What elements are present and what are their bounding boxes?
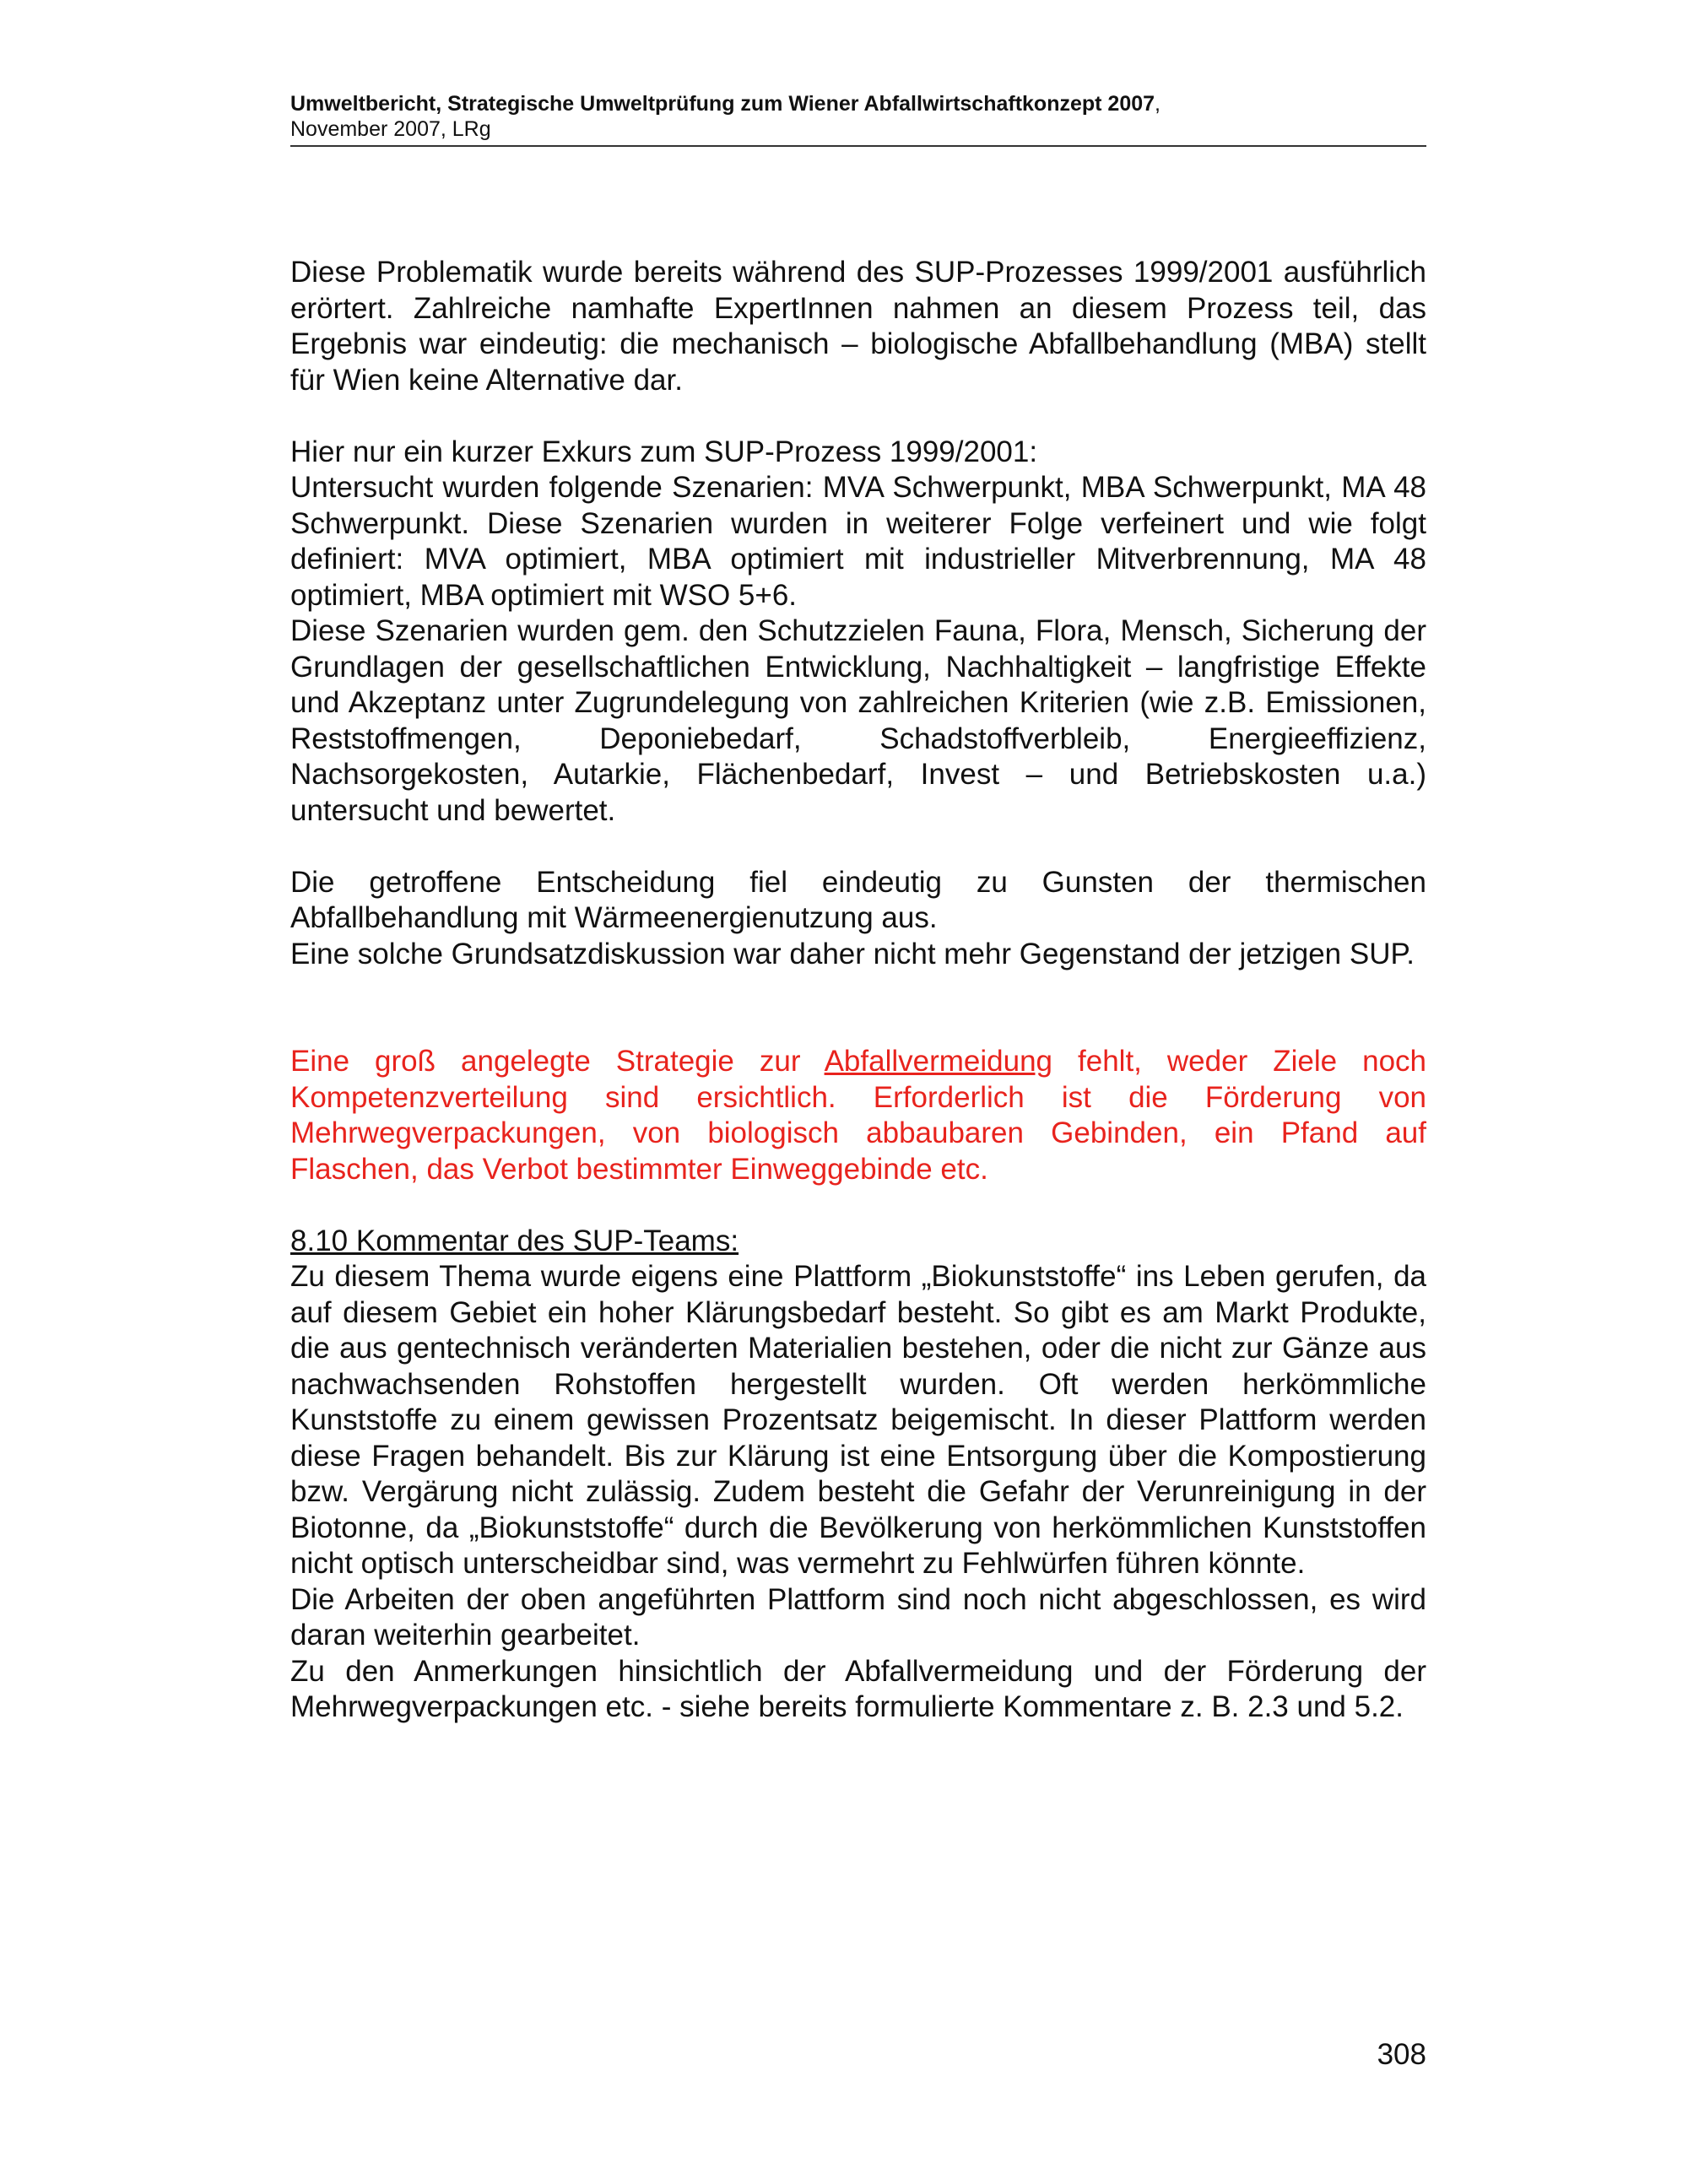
paragraph-szenarien: Untersucht wurden folgende Szenarien: MVA Schwerpunkt, MBA Schwerpunkt, MA 48 Schwerpunkt. Diese Szenarien wurden in weiterer Folge verfeinert und wie folgt definiert: MVA optimiert, MBA optimiert mit industrieller Mitverbrennung, MA 48 optimiert, MBA optimiert mit WSO 5+6. [290, 471, 1426, 612]
paragraph-abfallvermeidung-comment [290, 1044, 1426, 1187]
paragraph-plattform-status: Die Arbeiten der oben angeführten Plattform sind noch nicht abgeschlossen, es wird daran weiterhin gearbeitet. [290, 1582, 1426, 1652]
paragraph-kriterien: Diese Szenarien wurden gem. den Schutzzielen Fauna, Flora, Mensch, Sicherung der Grundlagen der gesellschaftlichen Entwicklung, Nachhaltigkeit – langfristige Effekte und Akzeptanz unter Zugrundelegung von zahlreichen Kriterien (wie z.B. Emissionen, Reststoffmengen, Deponiebedarf, Schadstoffverbleib, Energieeffizienz, Nachsorgekosten, Autarkie, Flächenbedarf, Invest – und Betriebskosten u.a.) untersucht und bewertet. [290, 614, 1426, 827]
header-title-suffix: , [1155, 92, 1160, 116]
paragraph-entscheidung: Die getroffene Entscheidung fiel eindeutig zu Gunsten der thermischen Abfallbehandlung mit Wärmeenergienutzung aus. [290, 865, 1426, 934]
paragraph-problematik: Diese Problematik wurde bereits während des SUP-Prozesses 1999/2001 ausführlich erörtert. Zahlreiche namhafte ExpertInnen nahmen an diesem Prozess teil, das Ergebnis war eindeutig: die mechanisch – biologische Abfallbehandlung (MBA) stellt für Wien keine Alternative dar. [290, 256, 1426, 397]
paragraph-spacer [290, 972, 1426, 1044]
paragraph-exkurs-intro: Hier nur ein kurzer Exkurs zum SUP-Prozess 1999/2001: [290, 435, 1038, 468]
page-number: 308 [1377, 2038, 1426, 2071]
section-heading-8-10: 8.10 Kommentar des SUP-Teams: [290, 1224, 739, 1257]
abfallvermeidung-underlined: Abfallvermeidung [824, 1045, 1053, 1078]
paragraph-spacer [290, 829, 1426, 865]
header-subtitle: November 2007, LRg [290, 117, 491, 141]
header-title-text: Umweltbericht, Strategische Umweltprüfung zum Wiener Abfallwirtschaftkonzept 2007 [290, 92, 1155, 116]
red-text-after: fehlt, weder Ziele noch Kompetenzverteilung sind ersichtlich. Erforderlich ist die Förderung von Mehrwegverpackungen, von biologisch abbaubaren Gebinden, ein Pfand auf Flaschen, das Verbot bestimmter Einweggebinde etc. [290, 1045, 1426, 1186]
document-body [290, 255, 1426, 1726]
red-text-before: Eine groß angelegte Strategie zur [290, 1045, 825, 1078]
page-header [290, 91, 1426, 147]
paragraph-spacer [290, 398, 1426, 435]
paragraph-spacer [290, 1187, 1426, 1224]
header-title [290, 91, 1426, 116]
paragraph-anmerkungen: Zu den Anmerkungen hinsichtlich der Abfallvermeidung und der Förderung der Mehrwegverpackungen etc. - siehe bereits formulierte Kommentare z. B. 2.3 und 5.2. [290, 1654, 1426, 1723]
paragraph-biokunststoffe: Zu diesem Thema wurde eigens eine Plattform „Biokunststoffe“ ins Leben gerufen, da auf diesem Gebiet ein hoher Klärungsbedarf besteht. So gibt es am Markt Produkte, die aus gentechnisch veränderten Materialien bestehen, oder die nicht zur Gänze aus nachwachsenden Rohstoffen hergestellt wurden. Oft werden herkömmliche Kunststoffe zu einem gewissen Prozentsatz beigemischt. In dieser Plattform werden diese Fragen behandelt. Bis zur Klärung ist eine Entsorgung über die Kompostierung bzw. Vergärung nicht zulässig. Zudem besteht die Gefahr der Verunreinigung in der Biotonne, da „Biokunststoffe“ durch die Bevölkerung von herkömmlichen Kunststoffen nicht optisch unterscheidbar sind, was vermehrt zu Fehlwürfen führen könnte. [290, 1260, 1426, 1580]
paragraph-grundsatzdiskussion: Eine solche Grundsatzdiskussion war daher nicht mehr Gegenstand der jetzigen SUP. [290, 937, 1415, 970]
